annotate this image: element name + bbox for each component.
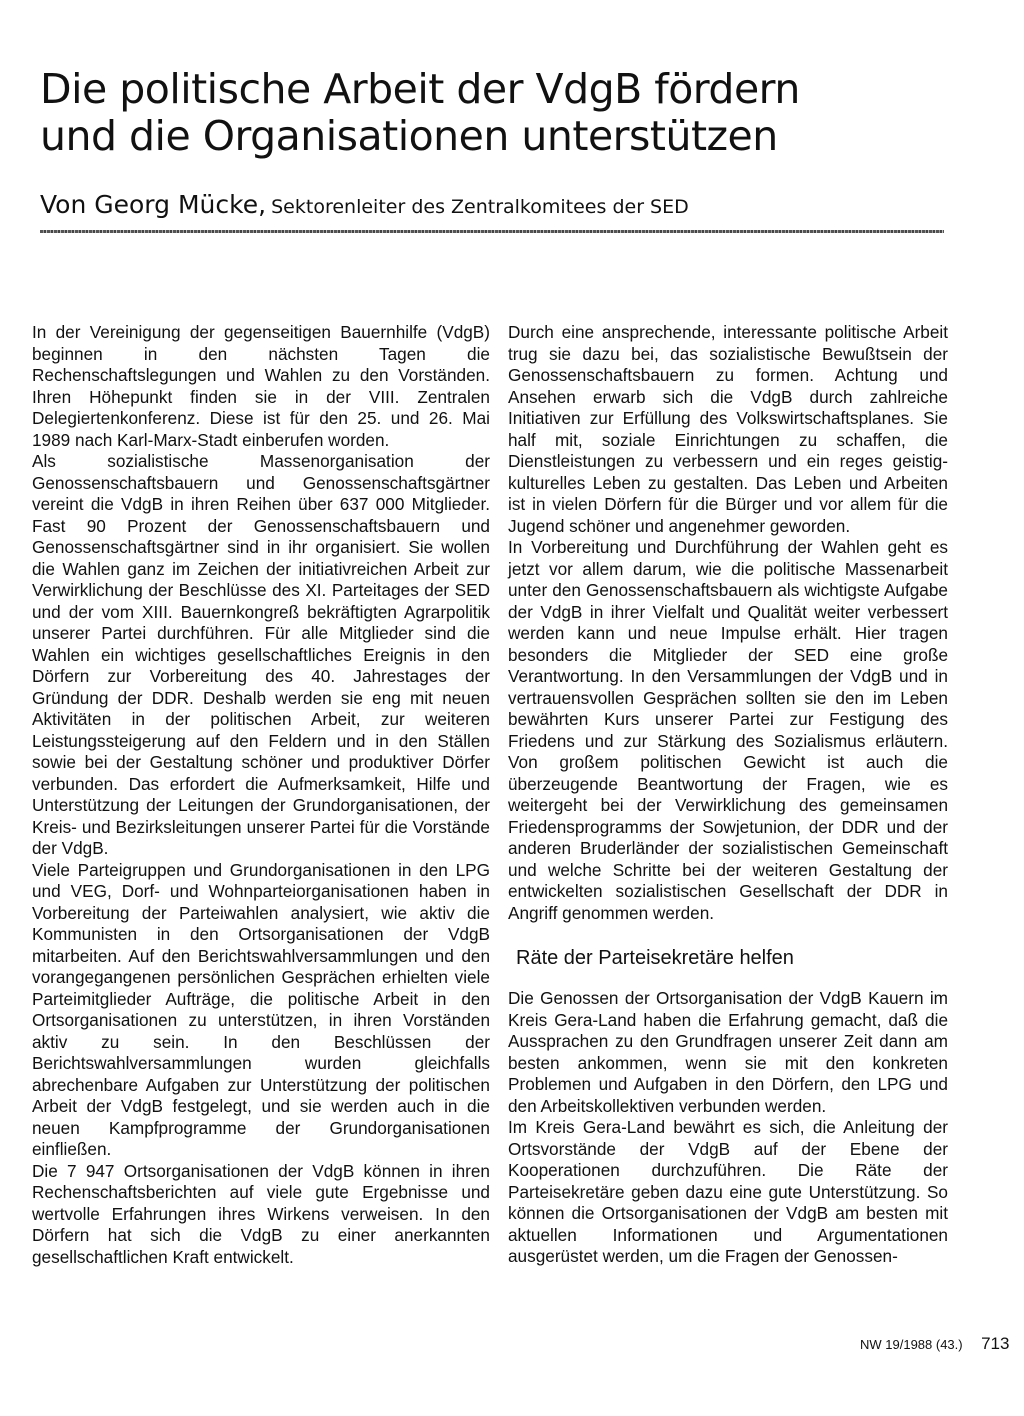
page-footer xyxy=(860,1334,1009,1354)
right-column xyxy=(508,322,948,1268)
byline xyxy=(40,190,940,219)
left-column xyxy=(32,322,490,1268)
paragraph: In der Vereinigung der gegenseitigen Bauernhilfe (VdgB) beginnen in den nächsten Tagen die Rechenschaftslegungen und Wahlen zu den Vorständen. Ihren Höhepunkt finden sie in der VIII. Zentralen Delegiertenkonferenz. Diese ist für den 25. und 26. Mai 1989 nach Karl-Marx-Stadt einberufen worden. xyxy=(32,322,490,450)
author-name: Von Georg Mücke, xyxy=(40,190,267,219)
paragraph: Im Kreis Gera-Land bewährt es sich, die Anleitung der Ortsvorstände der VdgB auf der Ebene der Kooperationen durchzuführen. Die Räte der Parteisekretäre geben dazu eine gute Unterstützung. So können die Ortsorganisationen der VdgB am besten mit aktuellen Informationen und Argumentationen ausgerüstet werden, um die Fragen der Genossen- xyxy=(508,1117,948,1266)
paragraph: Viele Parteigruppen und Grundorganisationen in den LPG und VEG, Dorf- und Wohnparteiorganisationen haben in Vorbereitung der Parteiwahlen analysiert, wie aktiv die Kommunisten in den Ortsorganisationen der VdgB mitarbeiten. Auf den Berichtswahlversammlungen und den vorangegangenen persönlichen Gesprächen erhielten viele Parteimitglieder Aufträge, die politische Arbeit in den Ortsorganisationen zu unterstützen, in ihren Vorständen aktiv zu sein. In den Beschlüssen der Berichtswahlversammlungen wurden gleichfalls abrechenbare Aufgaben zur Unterstützung der politischen Arbeit der VdgB festgelegt, und sie werden auch in die neuen Kampfprogramme der Grundorganisationen einfließen. xyxy=(32,859,490,1159)
paragraph: Durch eine ansprechende, interessante politische Arbeit trug sie dazu bei, das sozialistische Bewußtsein der Genossenschaftsbauern zu formen. Achtung und Ansehen erwarb sich die VdgB durch zahlreiche Initiativen zur Erfüllung des Volkswirtschaftsplanes. Sie half mit, soziale Einrichtungen zu schaffen, die Dienstleistungen zu verbessern und ein reges geistig-kulturelles Leben zu gestalten. Das Leben und Arbeiten ist in vielen Dörfern für die Bürger und vor allem für die Jugend schöner und angenehmer geworden. xyxy=(508,322,948,536)
page-number: 713 xyxy=(981,1334,1010,1353)
paragraph: Als sozialistische Massenorganisation der Genossenschaftsbauern und Genossenschaftsgärtner vereint die VdgB in ihren Reihen über 637 000 Mitglieder. Fast 90 Prozent der Genossenschaftsbauern und Genossenschaftsgärtner sind in ihr organisiert. Sie wollen die Wahlen ganz im Zeichen der initiativreichen Arbeit zur Verwirklichung der Beschlüsse des XI. Parteitages der SED und der vom XIII. Bauernkongreß bekräftigten Agrarpolitik unserer Partei durchführen. Für alle Mitglieder sind die Wahlen ein wichtiges gesellschaftliches Ereignis in den Dörfern zur Vorbereitung des 40. Jahrestages der Gründung der DDR. Deshalb werden sie eng mit neuen Aktivitäten in der politischen Arbeit, zur weiteren Leistungssteigerung auf den Feldern und in den Ställen sowie bei der Gestaltung schöner und produktiver Dörfer verbunden. Das erfordert die Aufmerksamkeit, Hilfe und Unterstützung der Leitungen der Grundorganisationen, der Kreis- und Bezirksleitungen unserer Partei für die Vorstände der VdgB. xyxy=(32,451,490,858)
article-title xyxy=(40,66,940,160)
header-divider xyxy=(40,230,944,233)
paragraph: Die Genossen der Ortsorganisation der VdgB Kauern im Kreis Gera-Land haben die Erfahrung gemacht, daß die Aussprachen zu den Grundfragen unserer Zeit dann am besten ankommen, wenn sie mit den konkreten Problemen und Aufgaben in den Dörfern, den LPG und den Arbeitskollektiven verbunden werden. xyxy=(508,988,948,1116)
section-subheading: Räte der Parteisekretäre helfen xyxy=(516,947,794,969)
author-role: Sektorenleiter des Zentralkomitees der SED xyxy=(271,196,689,218)
paragraph: Die 7 947 Ortsorganisationen der VdgB können in ihren Rechenschaftsberichten auf viele gute Ergebnisse und wertvolle Erfahrungen ihres Wirkens verweisen. In den Dörfern hat sich die VdgB zu einer anerkannten gesellschaftlichen Kraft entwickelt. xyxy=(32,1160,490,1267)
article-title-line-2: und die Organisationen unterstützen xyxy=(40,112,778,160)
paragraph: In Vorbereitung und Durchführung der Wahlen geht es jetzt vor allem darum, wie die politische Massenarbeit unter den Genossenschaftsbauern als wichtigste Aufgabe der VdgB in ihrer Vielfalt und Qualität weiter verbessert werden kann und neue Impulse erhält. Hier tragen besonders die Mitglieder der SED eine große Verantwortung. In den Versammlungen der VdgB und in vertrauensvollen Gesprächen sollten sie den im Leben bewährten Kurs unserer Partei zur Festigung des Friedens und zur Stärkung des Sozialismus erläutern. Von großem politischen Gewicht ist auch die überzeugende Beantwortung der Fragen, wie es weitergeht bei der Verwirklichung des gemeinsamen Friedensprogramms der Sowjetunion, der DDR und der anderen Bruderländer der sozialistischen Gemeinschaft und welche Schritte bei der weiteren Gestaltung der entwickelten sozialistischen Gesellschaft der DDR in Angriff genommen werden. xyxy=(508,537,948,923)
article-title-line-1: Die politische Arbeit der VdgB fördern xyxy=(40,65,800,113)
issue-reference: NW 19/1988 (43.) xyxy=(860,1337,963,1352)
